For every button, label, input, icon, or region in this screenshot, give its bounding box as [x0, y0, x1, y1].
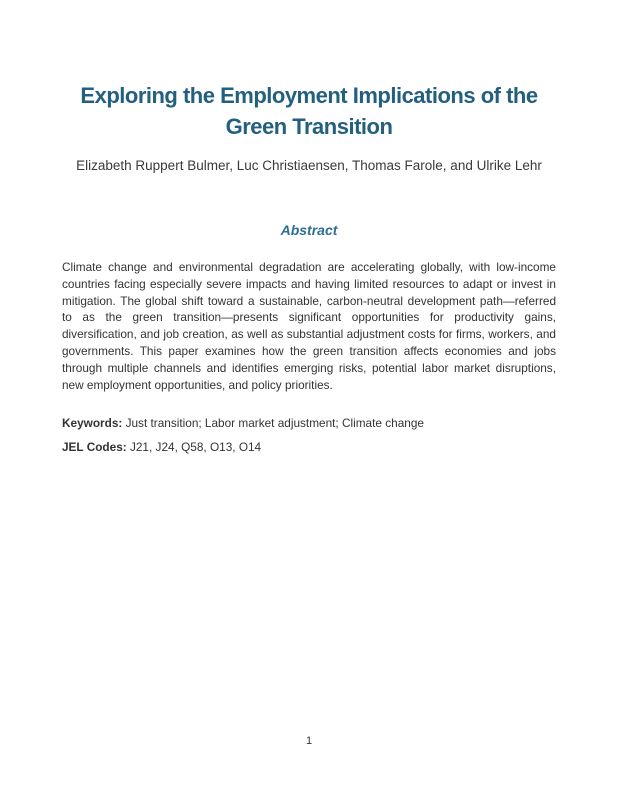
paper-title: [20, 80, 598, 142]
jel-codes-label: JEL Codes:: [62, 440, 127, 455]
jel-codes-value: J21, J24, Q58, O13, O14: [129, 440, 262, 455]
keywords-value: Just transition; Labor market adjustment; Climate change: [125, 416, 424, 431]
abstract-heading: Abstract: [280, 222, 338, 238]
keywords-label: Keywords:: [62, 416, 123, 431]
jel-codes-line: [62, 439, 556, 456]
authors-line: Elizabeth Ruppert Bulmer, Luc Christiaensen, Thomas Farole, and Ulrike Lehr: [76, 158, 542, 173]
paper-title-line-2: Green Transition: [225, 114, 393, 139]
abstract-text: Climate change and environmental degradation are accelerating globally, with low-income countries facing especially severe impacts and having limited resources to adapt or invest in mitigation. The global shift toward a sustainable, carbon-neutral development path—referred to as the green transition—presents significant opportunities for productivity gains, diversification, and job creation, as well as substantial adjustment costs for firms, workers, and governments. This paper examines how the green transition affects economies and jobs through multiple channels and identifies emerging risks, potential labor market disruptions, new employment opportunities, and policy priorities.: [62, 260, 556, 392]
page-number: 1: [305, 735, 313, 747]
keywords-line: [62, 415, 556, 432]
paper-title-line-1: Exploring the Employment Implications of the: [80, 83, 538, 108]
